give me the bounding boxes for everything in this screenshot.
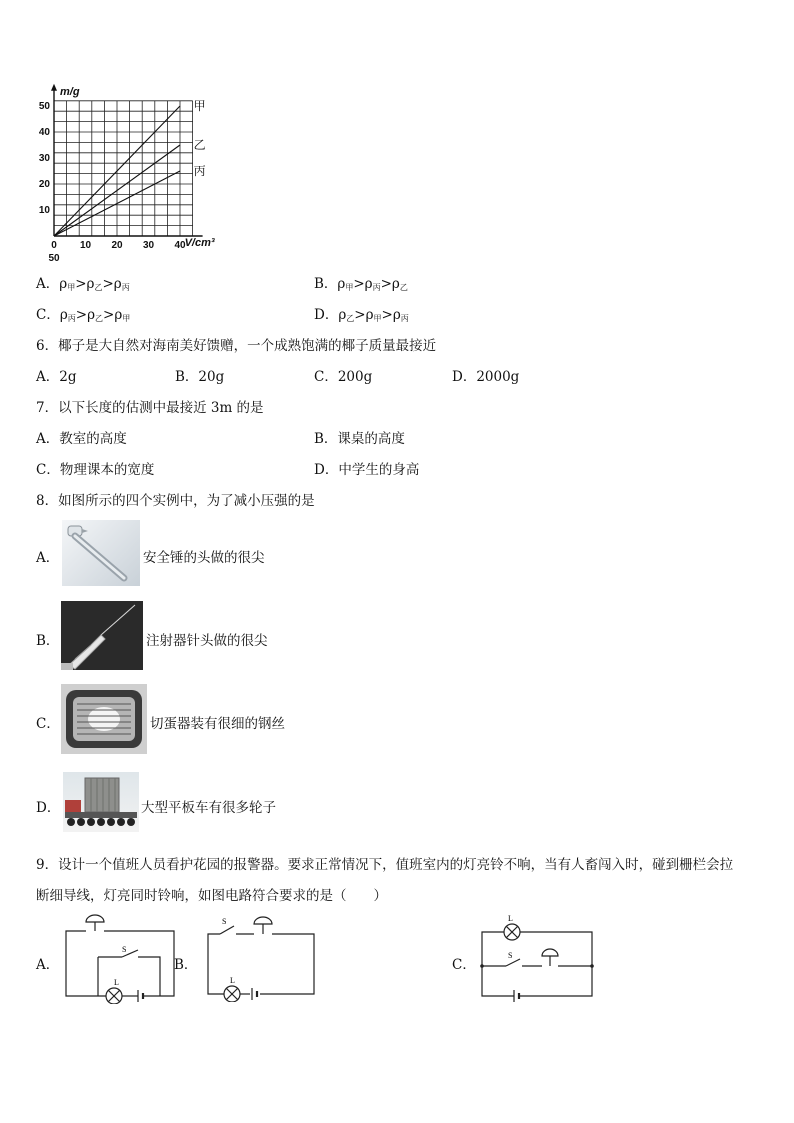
q6-option-a[interactable]: A．2g (36, 369, 77, 385)
q8-option-a-letter[interactable]: A． (36, 550, 60, 566)
y-tick-label: 50 (38, 101, 50, 112)
y-tick-label: 20 (38, 179, 50, 190)
q6-option-c[interactable]: C．200g (314, 369, 373, 385)
q7-option-b[interactable]: B．课桌的高度 (314, 431, 405, 447)
q7-option-c[interactable]: C．物理课本的宽度 (36, 462, 155, 478)
circuit-a-label-l: L (114, 978, 119, 987)
q5-option-b[interactable]: B．$\rho_甲>\rho_丙>\rho_乙$ (314, 276, 408, 292)
q8-option-c-text: 切蛋器装有很细的钢丝 (150, 716, 285, 732)
series-name-label: 丙 (193, 164, 206, 178)
circuit-c-diagram (476, 908, 600, 1004)
q7-option-a[interactable]: A．教室的高度 (36, 431, 127, 447)
safety-hammer-image (62, 520, 140, 586)
x-tick-label: 40 (174, 240, 186, 251)
y-tick-label: 30 (38, 153, 50, 164)
q9-option-c[interactable]: C． (452, 957, 476, 973)
chart-grid (54, 101, 193, 236)
circuit-b-diagram (200, 910, 322, 1002)
circuit-a-label-s: S (122, 945, 127, 954)
q9-option-b[interactable]: B． (174, 957, 198, 973)
circuit-a-diagram (60, 908, 180, 1004)
x-tick-label: 20 (111, 240, 123, 251)
x-tick-label: 10 (79, 240, 92, 251)
circuit-b-label-s: S (222, 917, 227, 926)
y-axis-arrow (51, 84, 57, 91)
q6-option-d[interactable]: D．2000g (452, 369, 520, 385)
flatbed-truck-image (63, 772, 139, 832)
chart-labels (39, 86, 215, 264)
q5-option-a[interactable]: A．$\rho_甲>\rho_乙>\rho_丙$ (36, 276, 130, 292)
q8-stem: 8．如图所示的四个实例中，为了减小压强的是 (36, 493, 315, 509)
series-name-label: 甲 (193, 99, 206, 113)
q8-option-b-letter[interactable]: B． (36, 633, 60, 649)
syringe-image (61, 601, 143, 670)
q6-stem: 6．椰子是大自然对海南美好馈赠，一个成熟饱满的椰子质量最接近 (36, 338, 437, 354)
x-extra-label: 50 (48, 253, 60, 264)
q9-stem-line2: 断细导线，灯亮同时铃响，如图电路符合要求的是（ ） (36, 888, 387, 904)
q6-option-b[interactable]: B．20g (175, 369, 225, 385)
y-tick-label: 10 (38, 205, 50, 216)
circuit-c-label-s: S (508, 951, 513, 960)
y-axis-label: m/g (60, 85, 80, 98)
q5-option-c[interactable]: C．$\rho_丙>\rho_乙>\rho_甲$ (36, 307, 131, 323)
series-name-label: 乙 (193, 138, 206, 152)
x-tick-label: 0 (51, 240, 57, 251)
x-axis-label: V/cm³ (184, 237, 215, 249)
egg-slicer-image (61, 684, 147, 754)
x-tick-label: 30 (142, 240, 155, 251)
q5-option-d[interactable]: D．$\rho_乙>\rho_甲>\rho_丙$ (314, 307, 409, 323)
circuit-b-label-l: L (230, 976, 235, 985)
q8-option-d-letter[interactable]: D． (36, 800, 61, 816)
q9-option-a[interactable]: A． (36, 957, 60, 973)
y-tick-label: 40 (38, 127, 50, 138)
circuit-c-label-l: L (508, 914, 513, 923)
q7-option-d[interactable]: D．中学生的身高 (314, 462, 420, 478)
q8-option-d-text: 大型平板车有很多轮子 (141, 800, 276, 816)
q8-option-b-text: 注射器针头做的很尖 (146, 633, 268, 649)
mass-volume-chart (30, 76, 220, 266)
q7-stem: 7．以下长度的估测中最接近 3m 的是 (36, 400, 264, 416)
q9-stem-line1: 9．设计一个值班人员看护花园的报警器。要求正常情况下，值班室内的灯亮铃不响，当有人畜闯入时，碰到栅栏会拉 (36, 857, 734, 873)
q8-option-c-letter[interactable]: C． (36, 716, 60, 732)
q8-option-a-text: 安全锤的头做的很尖 (143, 550, 265, 566)
